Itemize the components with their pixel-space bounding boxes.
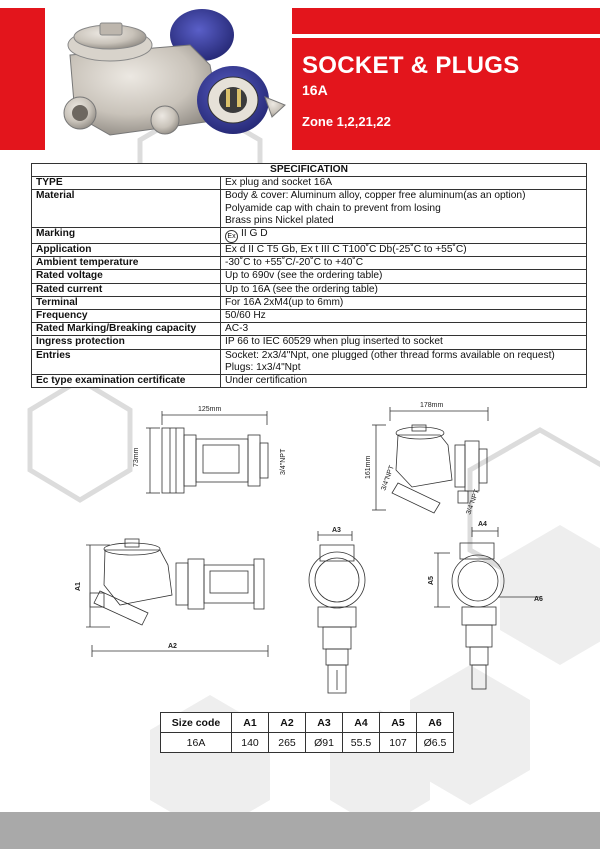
spec-key: TYPE bbox=[32, 177, 221, 190]
footer-bar bbox=[0, 812, 600, 849]
spec-row-certificate bbox=[32, 375, 587, 388]
spec-row-breaking-capacity bbox=[32, 323, 587, 336]
col-a6: A6 bbox=[417, 713, 454, 733]
dim-socket-height: 161mm bbox=[365, 455, 372, 479]
spec-key: Ec type examination certificate bbox=[32, 375, 221, 388]
title-panel bbox=[292, 38, 600, 150]
spec-value: Body & cover: Aluminum alloy, copper free aluminum(as an option) Polyamide cap with chain to prevent from losing Brass pins Nickel plated bbox=[221, 190, 587, 228]
spec-row-type bbox=[32, 177, 587, 190]
dim-plug-thread: 3/4"NPT bbox=[280, 448, 287, 475]
spec-value: -30˚C to +55˚C/-20˚C to +40˚C bbox=[221, 257, 587, 270]
top-red-bar bbox=[292, 8, 600, 34]
col-a1: A1 bbox=[232, 713, 269, 733]
spec-key: Ingress protection bbox=[32, 336, 221, 349]
dim-socket-thread-2: 3/4"NPT bbox=[465, 488, 481, 516]
ex-mark-icon: Ex bbox=[225, 230, 238, 243]
spec-row-rated-voltage bbox=[32, 270, 587, 283]
spec-key: Entries bbox=[32, 349, 221, 374]
spec-key: Application bbox=[32, 244, 221, 257]
col-a2: A2 bbox=[269, 713, 306, 733]
spec-row-application bbox=[32, 244, 587, 257]
dim-plug-length: 125mm bbox=[198, 406, 222, 413]
spec-key: Rated voltage bbox=[32, 270, 221, 283]
col-a3: A3 bbox=[306, 713, 343, 733]
dim-plug-height: 73mm bbox=[133, 447, 140, 467]
spec-row-ingress-protection bbox=[32, 336, 587, 349]
spec-value: Ex II G D bbox=[221, 228, 587, 244]
dim-a1: A1 bbox=[75, 582, 82, 591]
dim-a5: A5 bbox=[428, 576, 435, 585]
plug-side-view-drawing bbox=[146, 411, 268, 493]
spec-row-frequency bbox=[32, 310, 587, 323]
product-photo bbox=[50, 5, 290, 140]
col-size-code: Size code bbox=[161, 713, 232, 733]
spec-key: Frequency bbox=[32, 310, 221, 323]
left-red-accent bbox=[0, 8, 45, 150]
spec-row-ambient-temperature bbox=[32, 257, 587, 270]
spec-value: Ex d II C T5 Gb, Ex t III C T100˚C Db(-25˚C to +55˚C) bbox=[221, 244, 587, 257]
spec-key: Material bbox=[32, 190, 221, 228]
spec-key: Rated Marking/Breaking capacity bbox=[32, 323, 221, 336]
spec-row-material bbox=[32, 190, 587, 228]
spec-value: AC-3 bbox=[221, 323, 587, 336]
dim-a4: A4 bbox=[478, 521, 487, 528]
dim-a3: A3 bbox=[332, 527, 341, 534]
spec-row-entries bbox=[32, 349, 587, 374]
page-title: SOCKET & PLUGS bbox=[302, 52, 520, 79]
spec-value: IP 66 to IEC 60529 when plug inserted to socket bbox=[221, 336, 587, 349]
table-row: 16A 140 265 Ø91 55.5 107 Ø6.5 bbox=[161, 733, 454, 753]
dim-socket-thread-1: 3/4"NPT bbox=[380, 464, 396, 492]
spec-key: Marking bbox=[32, 228, 221, 244]
spec-value: 50/60 Hz bbox=[221, 310, 587, 323]
size-table bbox=[160, 712, 454, 753]
spec-value: Up to 690v (see the ordering table) bbox=[221, 270, 587, 283]
spec-value: Socket: 2x3/4"Npt, one plugged (other thread forms available on request) Plugs: 1x3/4"Npt bbox=[221, 349, 587, 374]
spec-value: For 16A 2xM4(up to 6mm) bbox=[221, 296, 587, 309]
zone-label: Zone 1,2,21,22 bbox=[302, 114, 391, 129]
spec-key: Ambient temperature bbox=[32, 257, 221, 270]
spec-value: Ex plug and socket 16A bbox=[221, 177, 587, 190]
spec-row-marking bbox=[32, 228, 587, 244]
specification-table bbox=[31, 163, 587, 388]
socket-side-small-drawing bbox=[434, 527, 540, 689]
dim-a6: A6 bbox=[534, 596, 543, 603]
spec-key: Rated current bbox=[32, 283, 221, 296]
spec-key: Terminal bbox=[32, 296, 221, 309]
rating-label: 16A bbox=[302, 82, 328, 98]
col-a4: A4 bbox=[343, 713, 380, 733]
technical-drawings bbox=[0, 395, 600, 705]
spec-row-rated-current bbox=[32, 283, 587, 296]
spec-row-terminal bbox=[32, 296, 587, 309]
spec-value: Up to 16A (see the ordering table) bbox=[221, 283, 587, 296]
assembled-side-view-drawing bbox=[86, 539, 268, 657]
col-a5: A5 bbox=[380, 713, 417, 733]
spec-value: Under certification bbox=[221, 375, 587, 388]
socket-front-view-drawing bbox=[309, 531, 365, 693]
size-table-header bbox=[161, 713, 454, 733]
dim-a2: A2 bbox=[168, 643, 177, 650]
spec-heading: SPECIFICATION bbox=[32, 164, 587, 177]
dim-socket-width: 178mm bbox=[420, 402, 444, 409]
